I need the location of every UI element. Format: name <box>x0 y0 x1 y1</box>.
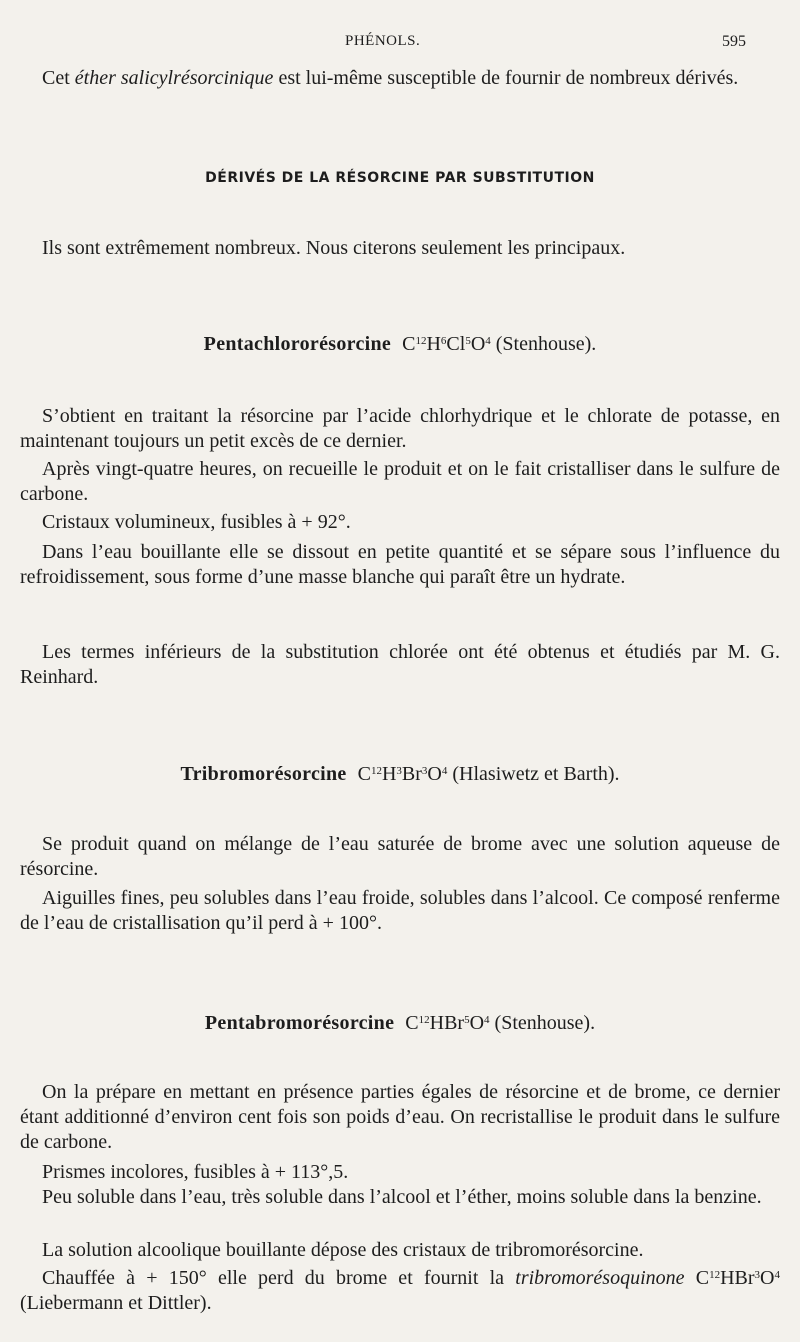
paragraph: Se produit quand on mélange de l’eau saturée de brome avec une solution aqueuse de résorcine. <box>20 833 780 880</box>
compound-author: (Stenhouse). <box>494 1012 596 1034</box>
italic-term: tribromorésoquinone <box>515 1267 685 1289</box>
page-header <box>0 33 800 57</box>
compound-author: (Stenhouse). <box>495 333 597 355</box>
intro-italic-term: éther salicylrésorcinique <box>74 67 274 89</box>
chemical-formula: $C^{12}H^6Cl^5O^4$ <box>402 333 491 355</box>
paragraph: La solution alcoolique bouillante dépose des cristaux de tribromorésorcine. <box>42 1239 644 1261</box>
paragraph: Les termes inférieurs de la substitution chlorée ont été obtenus et étudiés par M. G. Reinhard. <box>20 641 780 688</box>
paragraph: Dans l’eau bouillante elle se dissout en petite quantité et se sépare sous l’influence du refroidissement, sous forme d’une masse blanche qui paraît être un hydrate. <box>20 541 780 588</box>
compound-heading-tribromo <box>0 763 800 786</box>
intro-paragraph: Cet éther salicylrésorcinique est lui-même susceptible de fournir de nombreux dérivés. <box>42 67 739 89</box>
compound-heading-pentabromo <box>0 1012 800 1035</box>
paragraph: Aiguilles fines, peu solubles dans l’eau froide, solubles dans l’alcool. Ce composé renferme de l’eau de cristallisation qu’il perd à + 100°. <box>20 887 780 934</box>
compound-name: Pentabromorésorcine <box>204 1012 395 1034</box>
paragraph: Après vingt-quatre heures, on recueille le produit et on le fait cristalliser dans le sulfure de carbone. <box>20 458 780 505</box>
paragraph: Prismes incolores, fusibles à + 113°,5. <box>42 1161 349 1183</box>
paragraph: On la prépare en mettant en présence parties égales de résorcine et de brome, ce dernier étant additionné d’environ cent fois son poids d’eau. On recristallise le produit dans le sulfure de carbone. <box>20 1081 780 1153</box>
compound-name: Pentachlororésorcine <box>203 333 392 355</box>
compound-author: (Hlasiwetz et Barth). <box>452 763 620 785</box>
paragraph: S’obtient en traitant la résorcine par l’acide chlorhydrique et le chlorate de potasse, en maintenant toujours un petit excès de ce dernier. <box>20 405 780 452</box>
chemical-formula: $C^{12}HBr^3O^4$ <box>695 1267 780 1289</box>
section-intro: Ils sont extrêmement nombreux. Nous citerons seulement les principaux. <box>42 237 626 259</box>
paragraph: Peu soluble dans l’eau, très soluble dans l’alcool et l’éther, moins soluble dans la benzine. <box>42 1186 762 1208</box>
chemical-formula: $C^{12}H^3Br^3O^4$ <box>357 763 448 785</box>
paragraph: Chauffée à + 150° elle perd du brome et fournit la tribromorésoquinone $C^{12}HBr^3O^4$ (Liebermann et Dittler). <box>20 1267 780 1314</box>
paragraph: Cristaux volumineux, fusibles à + 92°. <box>42 511 351 533</box>
page-number: 595 <box>722 33 746 50</box>
section-heading: DÉRIVÉS DE LA RÉSORCINE PAR SUBSTITUTION <box>205 170 595 186</box>
chemical-formula: $C^{12}HBr^5O^4$ <box>405 1012 490 1034</box>
running-title: PHÉNOLS. <box>345 33 421 49</box>
compound-name: Tribromorésorcine <box>180 763 347 785</box>
compound-heading-pentachloro <box>0 333 800 356</box>
